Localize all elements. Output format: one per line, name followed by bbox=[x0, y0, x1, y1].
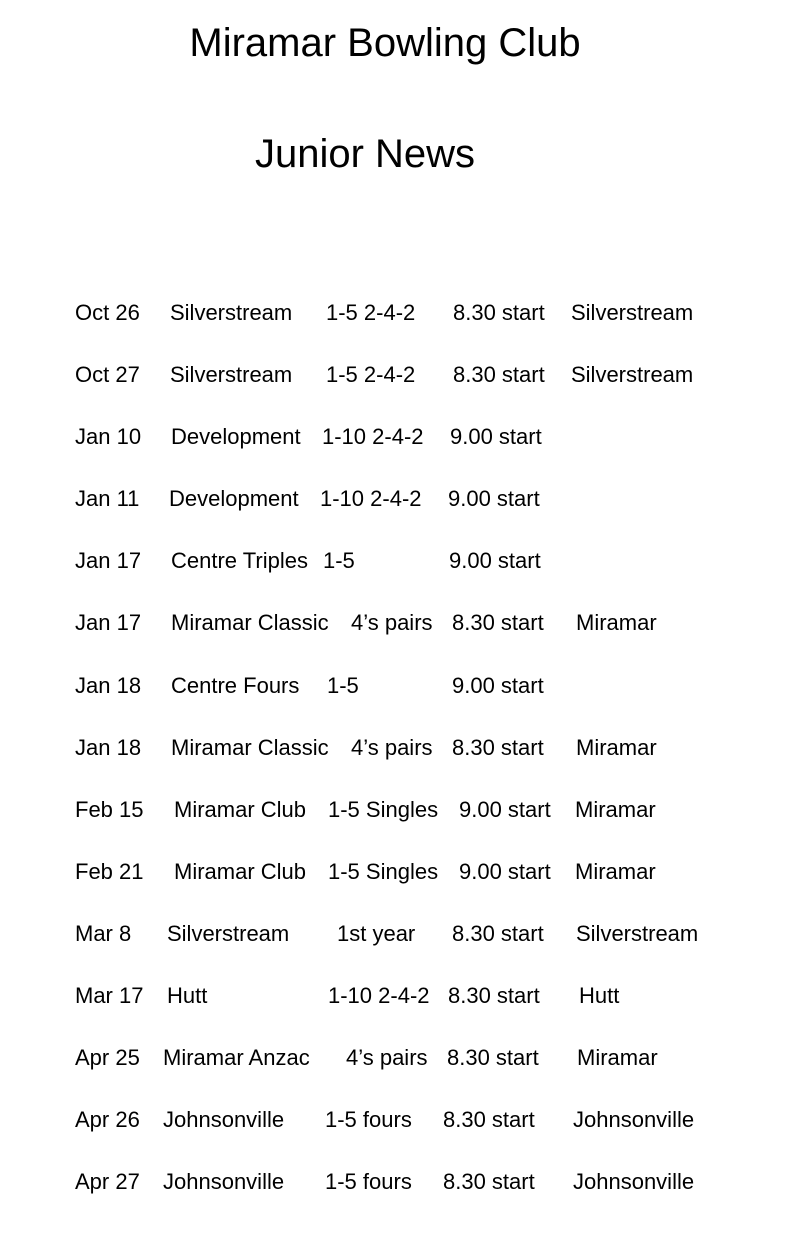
row-date: Feb 15 bbox=[75, 796, 144, 822]
row-start: 8.30 start bbox=[453, 362, 545, 388]
row-date: Jan 10 bbox=[75, 424, 142, 450]
row-event: Silverstream bbox=[170, 300, 293, 325]
schedule-list bbox=[0, 294, 792, 1225]
row-grade: 1-5 bbox=[323, 548, 355, 574]
schedule-row bbox=[0, 1039, 792, 1101]
row-venue: Miramar bbox=[575, 858, 656, 884]
schedule-row bbox=[0, 1101, 792, 1163]
row-date: Mar 17 bbox=[75, 983, 144, 1009]
row-event: Johnsonville bbox=[163, 1107, 285, 1133]
row-grade: 1-5 bbox=[327, 672, 359, 698]
row-grade: 4’s pairs bbox=[351, 610, 433, 636]
schedule-row bbox=[0, 853, 792, 915]
row-date: Jan 18 bbox=[75, 672, 142, 698]
row-date: Jan 11 bbox=[75, 486, 140, 512]
row-date: Apr 25 bbox=[75, 1045, 140, 1071]
schedule-row bbox=[0, 418, 792, 480]
row-venue: Miramar bbox=[576, 734, 657, 760]
row-start: 8.30 start bbox=[452, 734, 544, 760]
row-grade: 1-10 2-4-2 bbox=[320, 486, 422, 512]
row-grade: 1-5 Singles bbox=[328, 858, 439, 884]
row-start: 9.00 start bbox=[459, 796, 551, 822]
row-event: Miramar Classic bbox=[171, 610, 329, 636]
schedule-row bbox=[0, 667, 792, 729]
row-grade: 1-5 fours bbox=[325, 1107, 412, 1133]
row-start: 9.00 start bbox=[449, 548, 541, 574]
row-event: Silverstream bbox=[170, 362, 293, 388]
row-start: 8.30 start bbox=[452, 920, 544, 946]
row-date: Oct 26 bbox=[75, 300, 140, 325]
row-venue: Johnsonville bbox=[573, 1107, 695, 1133]
schedule-row bbox=[0, 480, 792, 542]
row-venue: Miramar bbox=[575, 796, 656, 822]
row-start: 8.30 start bbox=[448, 983, 540, 1009]
row-date: Oct 27 bbox=[75, 362, 140, 388]
row-event: Centre Triples bbox=[171, 548, 308, 574]
schedule-row bbox=[0, 356, 792, 418]
row-event: Miramar Club bbox=[174, 858, 307, 884]
row-event: Development bbox=[169, 486, 299, 512]
schedule-row bbox=[0, 294, 792, 356]
row-event: Silverstream bbox=[167, 920, 290, 946]
row-grade: 1-10 2-4-2 bbox=[322, 424, 424, 450]
row-venue: Silverstream bbox=[571, 362, 694, 388]
row-grade: 1-5 Singles bbox=[328, 796, 439, 822]
schedule-row bbox=[0, 729, 792, 791]
row-start: 8.30 start bbox=[452, 610, 544, 636]
row-grade: 1-5 fours bbox=[325, 1169, 412, 1195]
row-start: 9.00 start bbox=[448, 486, 540, 512]
row-event: Hutt bbox=[167, 983, 208, 1009]
row-start: 9.00 start bbox=[459, 858, 551, 884]
row-start: 8.30 start bbox=[453, 300, 545, 325]
row-grade: 1-5 2-4-2 bbox=[326, 362, 416, 388]
row-event: Development bbox=[171, 424, 301, 450]
row-venue: Miramar bbox=[577, 1045, 658, 1071]
row-start: 8.30 start bbox=[443, 1169, 535, 1195]
section-title: Junior News bbox=[254, 132, 476, 176]
row-start: 8.30 start bbox=[443, 1107, 535, 1133]
row-event: Miramar Classic bbox=[171, 734, 329, 760]
row-start: 9.00 start bbox=[452, 672, 544, 698]
schedule-row bbox=[0, 915, 792, 977]
schedule-row bbox=[0, 1163, 792, 1225]
row-start: 8.30 start bbox=[447, 1045, 539, 1071]
row-date: Feb 21 bbox=[75, 858, 144, 884]
row-event: Miramar Anzac bbox=[163, 1045, 310, 1071]
row-venue: Miramar bbox=[576, 610, 657, 636]
row-event: Miramar Club bbox=[174, 796, 307, 822]
row-venue: Hutt bbox=[579, 983, 620, 1009]
row-event: Johnsonville bbox=[163, 1169, 285, 1195]
row-venue: Johnsonville bbox=[573, 1169, 695, 1195]
row-date: Apr 27 bbox=[75, 1169, 140, 1195]
row-date: Mar 8 bbox=[75, 920, 132, 946]
row-grade: 1-5 2-4-2 bbox=[326, 300, 416, 325]
schedule-row bbox=[0, 542, 792, 604]
row-date: Jan 17 bbox=[75, 610, 142, 636]
row-event: Centre Fours bbox=[171, 672, 300, 698]
row-grade: 1-10 2-4-2 bbox=[328, 983, 430, 1009]
row-start: 9.00 start bbox=[450, 424, 542, 450]
row-date: Apr 26 bbox=[75, 1107, 140, 1133]
schedule-row bbox=[0, 977, 792, 1039]
row-grade: 1st year bbox=[337, 920, 416, 946]
row-date: Jan 17 bbox=[75, 548, 142, 574]
row-grade: 4’s pairs bbox=[351, 734, 433, 760]
club-title: Miramar Bowling Club bbox=[189, 21, 581, 65]
row-grade: 4’s pairs bbox=[346, 1045, 428, 1071]
row-date: Jan 18 bbox=[75, 734, 142, 760]
row-venue: Silverstream bbox=[576, 920, 699, 946]
row-venue: Silverstream bbox=[571, 300, 694, 325]
schedule-row bbox=[0, 604, 792, 666]
schedule-row bbox=[0, 791, 792, 853]
